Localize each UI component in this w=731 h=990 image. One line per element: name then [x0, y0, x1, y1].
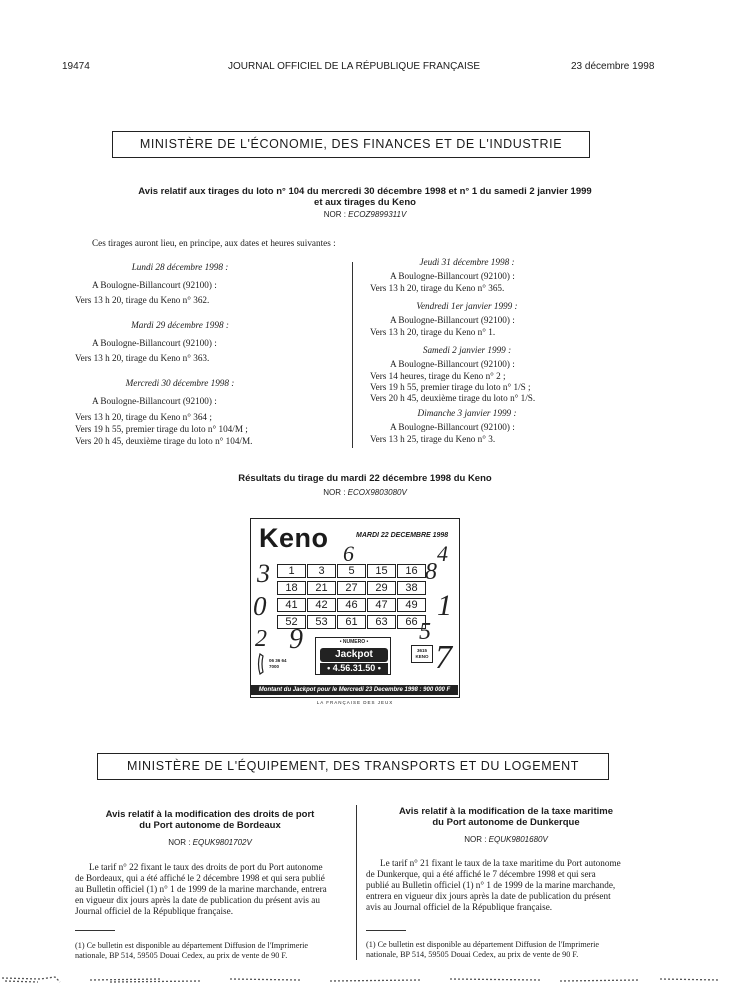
avis-loto-nor	[60, 210, 670, 219]
left-line-3b: Vers 19 h 55, premier tirage du loto n° 104/M ;	[75, 424, 248, 434]
minitel-icon	[411, 645, 433, 663]
keno-footer: LA FRANÇAISE DES JEUX	[316, 700, 394, 705]
page-number: 19474	[62, 61, 90, 72]
handwritten-digit: 2	[255, 626, 267, 652]
column-divider	[352, 262, 353, 448]
avis-bordeaux-footnote-line2: nationale, BP 514, 59505 Douai Cedex, au prix de vente de 90 F.	[75, 951, 288, 960]
right-place-3: A Boulogne-Billancourt (92100) :	[390, 359, 515, 369]
jackpot-amount-band: Montant du Jackpot pour le Mercredi 23 Decembre 1998 : 900 000 F	[251, 685, 458, 695]
minitel-code: 3615 KENO	[415, 648, 429, 659]
jackpot-number: • 4.56.31.50 •	[320, 663, 388, 674]
keno-drawn-number: 21	[307, 581, 336, 595]
avis-dunkerque-line1: Le tarif n° 21 fixant le taux de la taxe maritime du Port autonome	[380, 858, 621, 868]
keno-drawn-number: 41	[277, 598, 306, 612]
results-nor	[60, 488, 670, 497]
avis-dunkerque-title-line1: Avis relatif à la modification de la taxe maritime	[398, 806, 613, 817]
left-line-1: Vers 13 h 20, tirage du Keno n° 362.	[75, 295, 210, 305]
right-day-2: Vendredi 1er janvier 1999 :	[416, 301, 518, 311]
handwritten-digit: 4	[437, 541, 448, 566]
jackpot-title: Jackpot	[320, 648, 388, 662]
left-day-2: Mardi 29 décembre 1998 :	[131, 320, 229, 330]
keno-drawn-number: 61	[337, 615, 366, 629]
avis-loto-title-line2: et aux tirages du Keno	[314, 197, 416, 208]
keno-draw-date: MARDI 22 DECEMBRE 1998	[356, 532, 449, 539]
keno-drawn-number: 49	[397, 598, 426, 612]
keno-drawn-number: 52	[277, 615, 306, 629]
ministry-equipement-box: MINISTÈRE DE L'ÉQUIPEMENT, DES TRANSPORTS ET DU LOGEMENT	[97, 753, 609, 780]
header-date: 23 décembre 1998	[571, 61, 655, 72]
left-line-3c: Vers 20 h 45, deuxième tirage du loto n° 104/M.	[75, 436, 253, 446]
left-place-1: A Boulogne-Billancourt (92100) :	[92, 280, 217, 290]
nor-value: EQUK9801680V	[488, 835, 548, 844]
keno-drawn-number: 42	[307, 598, 336, 612]
nor-label: NOR :	[464, 835, 487, 844]
avis-bordeaux-line2: de Bordeaux, qui a été affiché le 2 décembre 1998 et qui sera publié	[75, 873, 325, 883]
avis-dunkerque-footnote-line1: (1) Ce bulletin est disponible au département Diffusion de l'Imprimerie	[366, 940, 600, 949]
keno-drawn-number: 38	[397, 581, 426, 595]
left-place-3: A Boulogne-Billancourt (92100) :	[92, 396, 217, 406]
right-line-3c: Vers 20 h 45, deuxième tirage du loto n° 1/S.	[370, 393, 536, 403]
footnote-rule	[75, 930, 115, 931]
phone-icon	[257, 653, 269, 675]
avis-dunkerque-line5: avis au Journal officiel de la République française.	[366, 902, 553, 912]
nor-label: NOR :	[323, 488, 346, 497]
avis-dunkerque-line3: publié au Bulletin officiel (1) n° 1 de 1999 de la marine marchande,	[366, 880, 616, 890]
right-line-2: Vers 13 h 20, tirage du Keno n° 1.	[370, 327, 496, 337]
handwritten-digit: 6	[343, 541, 354, 566]
left-day-3: Mercredi 30 décembre 1998 :	[125, 378, 235, 388]
nor-value: ECOZ9899311V	[348, 210, 407, 219]
left-day-1: Lundi 28 décembre 1998 :	[131, 262, 229, 272]
footnote-rule	[366, 930, 406, 931]
nor-value: ECOX9803080V	[347, 488, 407, 497]
avis-loto-title-line1: Avis relatif aux tirages du loto n° 104 du mercredi 30 décembre 1998 et n° 1 du samedi 2 janvier 1999	[138, 186, 592, 197]
jackpot-box	[315, 637, 391, 675]
nor-label: NOR :	[323, 210, 346, 219]
keno-drawn-number: 5	[337, 564, 366, 578]
keno-drawn-number: 66	[397, 615, 426, 629]
handwritten-digit: 3	[257, 559, 270, 588]
journal-title: JOURNAL OFFICIEL DE LA RÉPUBLIQUE FRANÇAISE	[228, 61, 481, 72]
keno-drawn-number: 1	[277, 564, 306, 578]
keno-drawn-number: 27	[337, 581, 366, 595]
keno-logo: Keno	[259, 523, 329, 553]
avis-bordeaux-footnote-line1: (1) Ce bulletin est disponible au département Diffusion de l'Imprimerie	[75, 941, 309, 950]
left-line-3a: Vers 13 h 20, tirage du Keno n° 364 ;	[75, 412, 212, 422]
keno-drawn-number: 46	[337, 598, 366, 612]
handwritten-digit: 5	[419, 619, 431, 645]
handwritten-digit: 8	[425, 559, 437, 585]
right-day-1: Jeudi 31 décembre 1998 :	[419, 257, 515, 267]
keno-drawn-number: 53	[307, 615, 336, 629]
right-line-3b: Vers 19 h 55, premier tirage du loto n° 1/S ;	[370, 382, 531, 392]
right-line-3a: Vers 14 heures, tirage du Keno n° 2 ;	[370, 371, 506, 381]
handwritten-digit: 0	[253, 591, 267, 621]
avis-bordeaux-nor	[75, 838, 345, 847]
handwritten-digit: 1	[437, 589, 452, 622]
keno-results-card	[250, 518, 460, 698]
right-place-2: A Boulogne-Billancourt (92100) :	[390, 315, 515, 325]
right-day-4: Dimanche 3 janvier 1999 :	[417, 408, 517, 418]
keno-drawn-number: 3	[307, 564, 336, 578]
scan-noise-strip	[0, 970, 731, 990]
ministry-economie-box: MINISTÈRE DE L'ÉCONOMIE, DES FINANCES ET DE L'INDUSTRIE	[112, 131, 590, 158]
keno-drawn-number: 47	[367, 598, 396, 612]
jackpot-label: • NUMERO •	[339, 639, 369, 645]
avis-dunkerque-title-line2: du Port autonome de Dunkerque	[432, 817, 580, 828]
avis-bordeaux-line1: Le tarif n° 22 fixant le taux des droits de port du Port autonome	[89, 862, 323, 872]
avis-dunkerque-footnote-line2: nationale, BP 514, 59505 Douai Cedex, au prix de vente de 90 F.	[366, 950, 579, 959]
keno-drawn-number: 18	[277, 581, 306, 595]
right-day-3: Samedi 2 janvier 1999 :	[422, 345, 512, 355]
handwritten-digit: 9	[289, 624, 303, 655]
results-title: Résultats du tirage du mardi 22 décembre 1998 du Keno	[238, 473, 492, 484]
right-place-1: A Boulogne-Billancourt (92100) :	[390, 271, 515, 281]
avis-bordeaux-title-line2: du Port autonome de Bordeaux	[139, 820, 281, 831]
phone-number: 06 36 64 7000	[269, 658, 287, 669]
right-line-1: Vers 13 h 20, tirage du Keno n° 365.	[370, 283, 505, 293]
left-line-2: Vers 13 h 20, tirage du Keno n° 363.	[75, 353, 210, 363]
right-line-4: Vers 13 h 25, tirage du Keno n° 3.	[370, 434, 496, 444]
nor-value: EQUK9801702V	[192, 838, 252, 847]
avis-bordeaux-title-line1: Avis relatif à la modification des droits de port	[105, 809, 315, 820]
avis-dunkerque-line2: de Dunkerque, qui a été affiché le 7 décembre 1998 et qui sera	[366, 869, 596, 879]
column-divider	[356, 805, 357, 960]
nor-label: NOR :	[168, 838, 191, 847]
avis-bordeaux-line3: au Bulletin officiel (1) n° 1 de 1999 de la marine marchande, entrera	[75, 884, 327, 894]
right-place-4: A Boulogne-Billancourt (92100) :	[390, 422, 515, 432]
avis-bordeaux-line5: Journal officiel de la République française.	[75, 906, 233, 916]
left-place-2: A Boulogne-Billancourt (92100) :	[92, 338, 217, 348]
keno-drawn-number: 63	[367, 615, 396, 629]
avis-bordeaux-line4: en vigueur dix jours après la date de publication du présent avis au	[75, 895, 320, 905]
avis-dunkerque-nor	[366, 835, 646, 844]
handwritten-digit: 7	[435, 639, 452, 676]
avis-loto-intro: Ces tirages auront lieu, en principe, aux dates et heures suivantes :	[92, 238, 336, 248]
keno-drawn-number: 29	[367, 581, 396, 595]
keno-drawn-number: 15	[367, 564, 396, 578]
avis-dunkerque-line4: entrera en vigueur dix jours après la date de publication du présent	[366, 891, 611, 901]
keno-drawn-number: 16	[397, 564, 426, 578]
